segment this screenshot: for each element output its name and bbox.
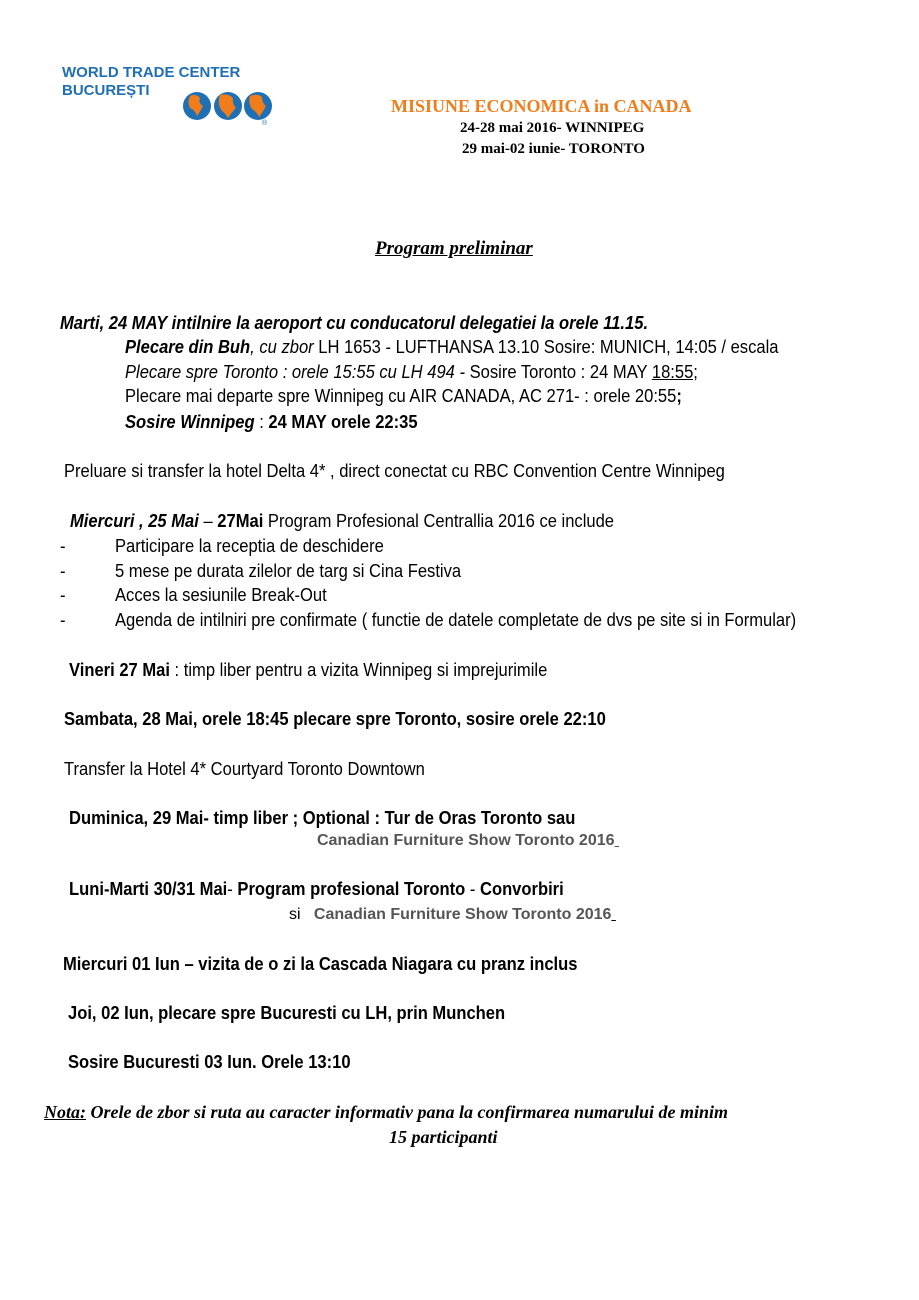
list-item: Agenda de intilniri pre confirmate ( functie de datele completate de dvs pe site si in Formular) xyxy=(115,610,797,630)
globes-icon xyxy=(182,84,274,130)
vineri-line: Vineri 27 Mai : timp liber pentru a vizita Winnipeg si imprejurimile xyxy=(69,660,548,680)
day1-flight-2: Plecare spre Toronto : orele 15:55 cu LH 494 - Sosire Toronto : 24 MAY 18:55; xyxy=(125,362,698,382)
joi-line: Joi, 02 Iun, plecare spre Bucuresti cu LH, prin Munchen xyxy=(68,1003,506,1023)
day1-flight-3: Plecare mai departe spre Winnipeg cu AIR CANADA, AC 271- : orele 20:55; xyxy=(125,386,682,406)
program-title: Program preliminar xyxy=(375,238,533,259)
luni-furniture-show: si Canadian Furniture Show Toronto 2016 xyxy=(289,906,612,923)
miercuri-niagara: Miercuri 01 Iun – vizita de o zi la Cascada Niagara cu pranz inclus xyxy=(63,954,578,974)
globe-1-icon xyxy=(183,92,211,120)
bullet: - xyxy=(60,610,66,630)
day1-flight-1: Plecare din Buh, cu zbor LH 1653 - LUFTHANSA 13.10 Sosire: MUNICH, 14:05 / escala xyxy=(125,337,779,357)
bullet: - xyxy=(60,561,66,581)
day1-arrival: Sosire Winnipeg : 24 MAY orele 22:35 xyxy=(125,412,418,432)
dates-winnipeg: 24-28 mai 2016- WINNIPEG xyxy=(460,120,645,136)
globe-3-icon xyxy=(244,92,272,120)
registered-mark: ® xyxy=(262,120,268,127)
mission-title: MISIUNE ECONOMICA in CANADA xyxy=(391,96,692,116)
logo-line-1: WORLD TRADE CENTER xyxy=(62,64,241,81)
duminica-line: Duminica, 29 Mai- timp liber ; Optional : Tur de Oras Toronto sau xyxy=(69,808,576,828)
bullet: - xyxy=(60,536,66,556)
transfer-courtyard: Transfer la Hotel 4* Courtyard Toronto Downtown xyxy=(64,759,425,779)
list-item: Acces la sesiunile Break-Out xyxy=(115,585,327,605)
globe-2-icon xyxy=(214,92,242,120)
sambata-line: Sambata, 28 Mai, orele 18:45 plecare spre Toronto, sosire orele 22:10 xyxy=(64,709,606,729)
duminica-furniture-show: Canadian Furniture Show Toronto 2016 xyxy=(317,832,615,849)
sosire-bucuresti: Sosire Bucuresti 03 Iun. Orele 13:10 xyxy=(68,1052,351,1072)
nota-line: Nota: Orele de zbor si ruta au caracter informativ pana la confirmarea numarului de minim xyxy=(44,1102,729,1122)
luni-line: Luni-Marti 30/31 Mai- Program profesional Toronto - Convorbiri xyxy=(69,879,564,899)
dates-toronto: 29 mai-02 iunie- TORONTO xyxy=(462,141,645,157)
list-item: Participare la receptia de deschidere xyxy=(115,536,384,556)
centrallia-heading: Miercuri , 25 Mai – 27Mai Program Profesional Centrallia 2016 ce include xyxy=(70,511,615,531)
list-item: 5 mese pe durata zilelor de targ si Cina Festiva xyxy=(115,561,462,581)
transfer-delta: Preluare si transfer la hotel Delta 4* , direct conectat cu RBC Convention Centre Winnipeg xyxy=(64,461,725,481)
nota-line-2: 15 participanti xyxy=(389,1127,498,1147)
logo-line-2: BUCUREȘTI xyxy=(62,82,150,99)
bullet: - xyxy=(60,585,66,605)
day1-heading: Marti, 24 MAY intilnire la aeroport cu conducatorul delegatiei la orele 11.15. xyxy=(60,313,649,333)
